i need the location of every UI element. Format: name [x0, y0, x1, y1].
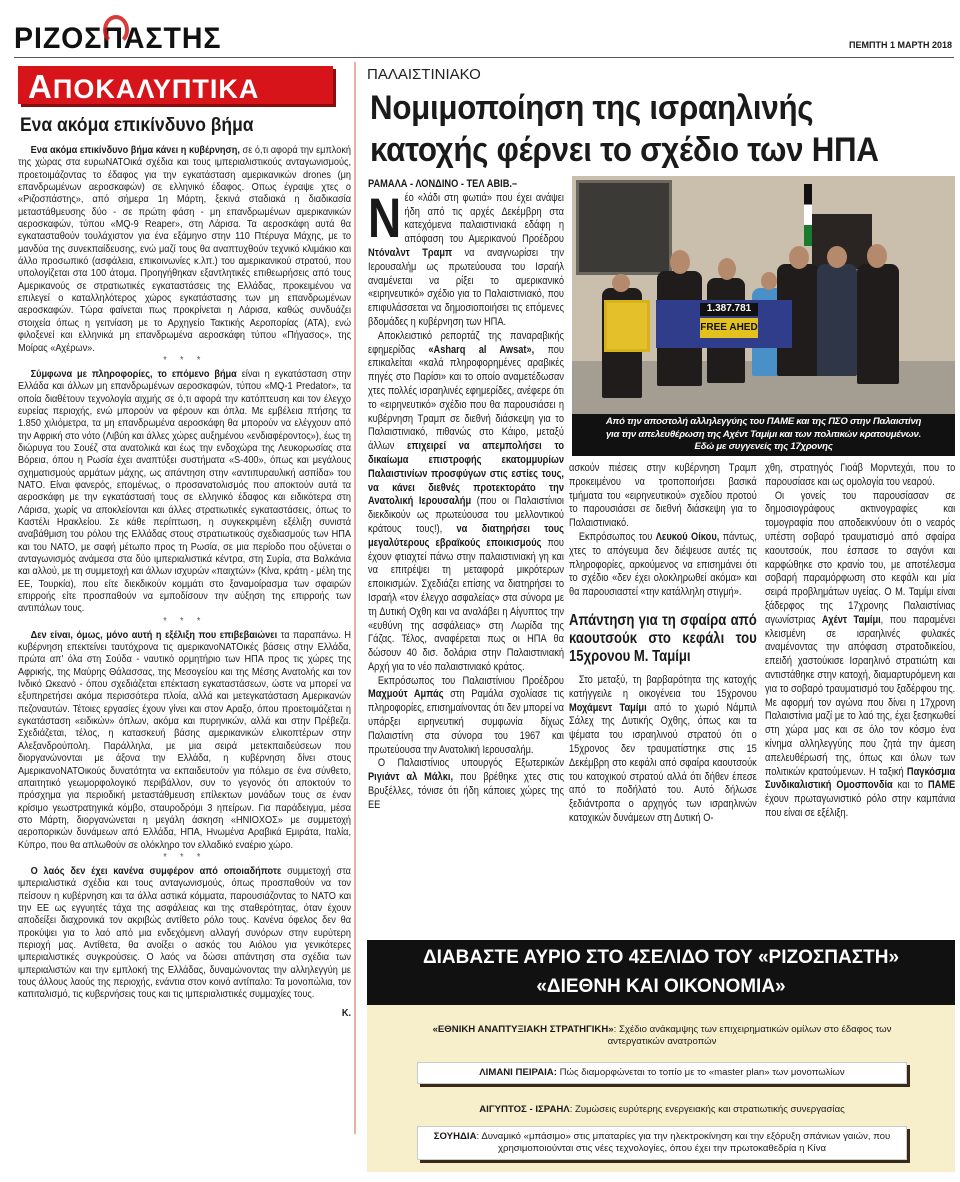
caption-line: Εδώ με συγγενείς της 17χρονης — [694, 441, 833, 452]
promo-item-text: : Ζυμώσεις ευρύτερης ενεργειακής και στρατιωτικής συνεργασίας — [569, 1104, 845, 1115]
promo-subtitle: «ΔΙΕΘΝΗ ΚΑΙ ΟΙΚΟΝΟΜΙΑ» — [536, 976, 786, 997]
left-article-body — [18, 145, 351, 1020]
text: έχουν πρωταγωνιστικό ρόλο στην καμπάνια που είναι σε εξέλιξη. — [765, 793, 956, 819]
promo-title: ΔΙΑΒΑΣΤΕ ΑΥΡΙΟ ΣΤΟ 4ΣΕΛΙΔΟ ΤΟΥ «ΡΙΖΟΣΠΑΣΤΗ» — [422, 947, 900, 968]
paragraph — [368, 675, 564, 758]
text: είναι η εγκατάσταση στην Ελλάδα και άλλων μη επανδρωμένων αεροσκαφών, τύπου «MQ-1 Predator», τα οποία διαθέτουν τεχνολογία αιχμής σε ό,τι αφορά την κατόπτευση και τον έλεγχο ευρείας περιοχής, ενώ μπορούν να φέρουν και όπλα. Με εμβέλεια πτήσης τα 1.850 χιλιόμετρα, τα μη επανδρωμένα αεροσκάφη θα μπορούν να ελέγχουν από την Αφρική στο νότο (Λιβύη και άλλες χώρες αυξημένου «ενδιαφέροντος»), έως τη διώρυγα του Σουέζ στα ανατολικά και έως την ενδοχώρα της Λευκορωσίας στα Βόρεια, όπου η Ρωσία έχει αναπτύξει συστήματα «S-400», όπως και μεγάλους σχηματισμούς αρμάτων μάχης, ως απάντηση στην «αντιπυραυλική ασπίδα» του ΝΑΤΟ. Είναι φανερός, επομένως, ο προσανατολισμός που αποκτούν αυτά τα αεροσκάφη με την εγκατάστασή τους σε ελληνικό έδαφος και ειδικότερα στη Λάρισα, χωρίς να αποκλείονται και άλλες στρατιωτικές εγκαταστάσεις, όπως το Καστέλι Ηρακλείου. Σε κάθε περίπτωση, η συγκεκριμένη εξέλιξη συνιστά αναβάθμιση του ρόλου της Ελλάδας στους στρατιωτικούς σχεδιασμούς των ΗΠΑ και του ΝΑΤΟ, με σαφή μέτωπο προς τη Ρωσία, σε μια περίοδο που οξύνεται ο ανταγωνισμός ανάμεσα στα δύο ιμπεριαλιστικά κέντρα, στη Συρία, στα Βαλκάνια και αλλού, με τη συμμετοχή και άλλων ισχυρών «παιχτών» (Κίνα, κράτη - μέλη της ΕΕ, Τουρκία), που είτε διεκδικούν κομμάτι στο ξαναμοίρασμα των σφαιρών επιρροής είτε προσπαθούν να εμποδίσουν την αύξηση της επιρροής των αντιπάλων τους. — [18, 368, 352, 615]
text: που έχουν φτιαχτεί πάνω στην παλαιστινιακή γη και να επιτρέψει τη μεταφορά μικρότερων εποικισμών. Σχεδιάζει επίσης να διατηρήσει το Ισραήλ «τον έλεγχο ασφαλείας» στα σύνορα με τη Δυτική Οχθη και να αναλάβει η Αίγυπτος την «ευθύνη της ασφάλειας» στη Λωρίδα της Γάζας. Τέλος, αναφέρεται πως οι ΗΠΑ θα δώσουν 40 δισ. δολάρια στην Παλαιστινιακή Αρχή για το νέο παλαιστινιακό κράτος. — [368, 536, 564, 673]
text: από το χωριό Νάμπιλ Σάλεχ της Δυτικής Οχθης, όπως και τα ψέματα του ισραηλινού στρατού ότι ο 15χρονος δεν τραυματίστηκε στις 15 Δεκέμβρη στο κεφάλι από σφαίρα καουτσούκ του κατοχικού στρατού αλλά ότι δήθεν έπεσε από το ποδήλατό του. Αυτό δήλωσε ξεδιάντροπα ο αρχηγός των ισραηλινών κατοχικών δυνάμεων στη Δυτική Ο- — [569, 701, 757, 824]
text: ασκούν πιέσεις στην κυβέρνηση Τραμπ προκειμένου να τροποποιήσει βασικά τμήματα του «ειρηνευτικού» σχεδίου προτού το παρουσιάσει σε διεθνή διάσκεψη για το Παλαιστινιακό. — [569, 462, 757, 530]
main-article-column-2 — [569, 462, 757, 826]
promo-item — [417, 1126, 907, 1160]
promo-header — [367, 940, 955, 1005]
bold-text: Αχέντ Ταμίμι — [821, 613, 881, 626]
paragraph — [569, 674, 757, 826]
text: συμμετοχή στα ιμπεριαλιστικά σχέδια και τους ανταγωνισμούς, όπως προσπαθούν να τον πείσουν η κυβέρνηση και τα άλλα αστικά κόμματα, παρουσιάζοντας το ΝΑΤΟ και την ΕΕ ως εγγυητές τάχα της ασφάλειας και της σταθερότητας, όταν έχουν αποδείξει διαχρονικά τον ακριβώς αντίθετο ρόλο τους. Κανένα όφελος δεν θα προκύψει για το λαό από μια ενδεχόμενη αλλαγή συνόρων στην ευρύτερη περιοχή μας. Αντίθετα, θα ανοίξει ο ασκός του Αιόλου για γενικότερες ιμπεριαλιστικές συγκρούσεις. Ο λαός να δώσει απάντηση στα σχέδια των ιμπεριαλιστών και την εμπλοκή της Ελλάδας, δυναμώνοντας την αλληλεγγύη με τους άλλους λαούς της περιοχής, ενάντια στον κοινό αντίπαλο: Τα μονοπώλια, τον καπιταλισμό, τις κυβερνήσεις τους και τις ιμπεριαλιστικές συμμαχίες τους. — [18, 865, 351, 1001]
paragraph — [18, 866, 351, 1002]
paragraph — [18, 145, 351, 355]
text: πάντως, χτες το απόγευμα δεν διέψευσε αυτές τις πληροφορίες, αρκούμενος να επισημάνει ότι το σχέδιο «δεν έχει ολοκληρωθεί ακόμα» και θα παρουσιαστεί «την κατάλληλη στιγμή». — [569, 530, 757, 599]
palestinian-flag-image — [804, 184, 812, 246]
header-divider — [14, 57, 954, 58]
paragraph — [765, 462, 955, 490]
banner-text: FREE AHED — [700, 318, 758, 338]
paragraph — [18, 369, 351, 616]
promo-item-label: «ΕΘΝΙΚΗ ΑΝΑΠΤΥΞΙΑΚΗ ΣΤΡΑΤΗΓΙΚΗ» — [432, 1024, 614, 1035]
text: Εκπρόσωπος του Παλαιστίνιου Προέδρου — [377, 674, 564, 687]
promo-item — [417, 1062, 907, 1084]
section-label: ΠΑΛΑΙΣΤΙΝΙΑΚΟ — [367, 66, 481, 83]
text: και το — [892, 779, 928, 792]
newspaper-masthead: ΡΙΖΟΣΠΑΣΤΗΣ — [14, 22, 222, 55]
caption-line: για την απελευθέρωση της Αχέντ Ταμίμι και των πολιτικών κρατουμένων. — [605, 428, 922, 440]
promo-item-label: ΑΙΓΥΠΤΟΣ - ΙΣΡΑΗΛ — [479, 1104, 570, 1115]
window-image — [576, 180, 672, 275]
promo-item-text: : Δυναμικό «μπάσιμο» στις μπαταρίες για την ηλεκτροκίνηση και την εξόρυξη σπάνιων γαιών, που χρησιμοποιούνται στις νέες τεχνολογίες, όπου έχει την πρωτοκαθεδρία η Κίνα — [476, 1131, 891, 1154]
text: τα παραπάνω. Η κυβέρνηση επεκτείνει ταυτόχρονα τις αμερικανοΝΑΤΟικές βάσεις στην Ελλάδα, πρώτα απ' όλα στη Σούδα - ναυτικό ορμητήριο των ΗΠΑ προς τις χώρες της Αφρικής, της Μαύρης Θάλασσας, της Μεσογείου και της Μέσης Ανατολής και τον Ινδικό Ωκεανό - όπου σχεδιάζεται επέκταση εγκαταστάσεων, ώστε να μπορεί να εξυπηρετήσει ακόμα περισσότερα πλοία, αλλά και μετεγκατάσταση Αμερικανών πεζοναυτών. Τέτοιες εργασίες έχουν γίνει και στον Αραξο, όπου προετοιμάζεται η εγκατάσταση «ειδικών» όπλων, ακόμα και πυρηνικών, αλλά και στην Πρέβεζα. Σχεδιάζεται, τέλος, η κατασκευή βάσης αμερικανικών ελικοπτέρων στην Αλεξανδρούπολη. Παράλληλα, με μια σειρά μετεκπαιδεύσεων που διοργανώνονται με άξονα την Ελλάδα, η κυβέρνηση δίνει στους ΑμερικανοΝΑΤΟικούς δυνατότητα να εκπαιδευτούν για πόλεμο σε ένα σύνθετο, απαιτητικό γεωμορφολογικό περιβάλλον, συν το γεγονός ότι αποκτούν το πρόσχημα για περιοδική μεταστάθμευση επίλεκτων μονάδων τους σε έναν κρίσιμο γεωστρατηγικά κόμβο, σταυροδρόμι 3 ηπείρων. Για παράδειγμα, μέσα στο Μάρτη, διοργανώνεται η μεγάλη άσκηση «ΗΝΙΟΧΟΣ» με συμμετοχή αεροπορικών δυνάμεων από Ελλάδα, ΗΠΑ, Ηνωμένα Αραβικά Εμιράτα, Ιταλία, Κύπρο, που θα απλωθούν σε ολόκληρο τον ελλαδικό εναέριο χώρο. — [18, 629, 351, 851]
bold-text: Παγκόσμια Συνδικαλιστική Ομοσπονδία — [765, 765, 956, 792]
main-article-column-1 — [368, 178, 564, 813]
promo-item — [417, 1100, 907, 1120]
bold-text: Μαχμούτ Αμπάς — [368, 688, 444, 701]
text: Στο μεταξύ, τη βαρβαρότητα της κατοχής κατήγγειλε η οικογένεια του 15χρονου — [569, 673, 757, 700]
text: που βρέθηκε χτες στις Βρυξέλλες, τόνισε ότι ήδη κάποιες χώρες της ΕΕ — [368, 771, 564, 811]
promo-item — [417, 1020, 907, 1052]
text: (που οι Παλαιστίνιοι διεκδικούν ως πρωτεύουσα του μελλοντικού κράτους τους!), — [368, 495, 564, 535]
paragraph — [765, 490, 955, 821]
article-signature: Κ. — [341, 1007, 351, 1019]
free-ahed-banner — [656, 300, 792, 348]
bold-text: ΠΑΜΕ — [927, 779, 956, 792]
text: Ο Παλαιστίνιος υπουργός Εξωτερικών — [377, 757, 564, 770]
bold-text: Σύμφωνα με πληροφορίες, το επόμενο βήμα — [30, 368, 237, 380]
text: , που παραμένει κλεισμένη σε ισραηλινές φυλακές αναμένοντας την απόφαση στρατοδικείου, επειδή χαστούκισε Ισραηλινό στρατιώτη και αντιστάθηκε στην κατοχή, διαμαρτυρόμενη και για το σοβαρό τραυματισμό του ξαδέρφου της. Με αφορμή τον αγώνα που δίνει η 17χρονη Παλαιστίνια μαζί με το λαό της, έχει ξεσηκωθεί στη χώρα μας και σε όλο τον κόσμο ένα κίνημα αλληλεγγύης που ζητά την άμεση απελευθέρωσή της, όπως και όλων των πολιτικών κρατούμενων. Η ταξική — [765, 613, 956, 778]
caption-line: Από την αποστολή αλληλεγγύης του ΠΑΜΕ και της ΠΣΟ στην Παλαιστίνη — [605, 416, 922, 427]
tomorrow-promo-box — [367, 940, 955, 1172]
bold-text: Δεν είναι, όμως, μόνο αυτή η εξέλιξη που επιβεβαιώνει — [30, 629, 278, 641]
main-headline: Νομιμοποίηση της ισραηλινής κατοχής φέρνει το σχέδιο των ΗΠΑ — [370, 89, 879, 169]
logo-swirl-icon — [103, 15, 129, 45]
bold-text: να διατηρήσει τους μεγαλύτερους εβραϊκούς εποικισμούς — [368, 522, 564, 549]
section-separator: * * * — [163, 615, 206, 627]
bold-text: Ενα ακόμα επικίνδυνο βήμα κάνει η κυβέρνηση, — [30, 145, 240, 156]
promo-item-label: ΛΙΜΑΝΙ ΠΕΙΡΑΙΑ: — [479, 1067, 557, 1078]
text: Αποκλειστικό ρεπορτάζ της παναραβικής εφημερίδας — [368, 329, 564, 356]
bold-text: Λευκού Οίκου, — [655, 530, 720, 543]
bold-text: Ο λαός δεν έχει κανένα συμφέρον από οποιαδήποτε — [30, 865, 282, 877]
text: στη Ραμάλα σχολίασε τις πληροφορίες, επισημαίνοντας ότι δεν μπορεί να υπάρξει ειρηνευτική συμφωνία δίχως Παλαιστίνη στα σύνορα του 1967 και πρωτεύουσα την Ανατολική Ιερουσαλήμ. — [368, 688, 564, 756]
promo-item-text: Πώς διαμορφώνεται το τοπίο με το «master plan» των μονοπωλίων — [556, 1067, 845, 1078]
text: Οι γονείς του παρουσίασαν σε δημοσιογράφους ακτινογραφίες και τομογραφία που αποδεικνύουν ότι ο νεαρός υπέστη σοβαρό τραυματισμό από σφαίρα καουτσούκ, που έσπασε το σαγόνι και καρφώθηκε στο κρανίο του, με αποτέλεσμα σοβαρή παραμόρφωση στο κεφάλι και μία σειρά προβλημάτων υγείας. Ο Μ. Ταμίμι είναι ξάδερφος της 17χρονης Παλαιστίνιας αγωνίστριας — [765, 489, 956, 626]
bold-text: Ντόναλντ Τραμπ — [368, 246, 453, 259]
bold-text: Ριγιάντ αλ Μάλκι, — [368, 771, 454, 784]
bold-text: επιχειρεί να απεμπολήσει το δικαίωμα επιστροφής εκατομμυρίων Παλαιστινίων προσφύγων στις εστίες τους, να κάνει διεθνές προτεκτοράτο την Ανατολική Ιερουσαλήμ — [368, 440, 564, 508]
text: χθη, στρατηγός Γιοάβ Μορντεχάι, που το παρουσίασε και ως ομολογία του νεαρού. — [765, 462, 956, 488]
bold-text: Μοχάμεντ Ταμίμι — [569, 701, 647, 714]
paragraph — [569, 462, 757, 531]
promo-item-text: : Σχέδιο ανάκαμψης των επιχειρηματικών ομίλων στο έδαφος των αντεργατικών ανατροπών — [607, 1024, 892, 1047]
text: σε ό,τι αφορά την εμπλοκή της χώρας στα ευρωΝΑΤΟικά σχέδια και τους ιμπεριαλιστικούς ανταγωνισμούς, προετοιμάζοντας το έδαφος για την εγκατάσταση αμερικανικών drones (μη επανδρωμένων αεροσκαφών) σε ελληνικό έδαφος. Οπως έγραψε χτες ο «Ριζοσπάστης», από σήμερα 1η Μάρτη, ξεκινά σταδιακά η διαδικασία μεταστάθμευσης δύο - σε πρώτη φάση - μη επανδρωμένων αμερικανικών αεροσκαφών, τύπου «MQ-9 Reaper», στη Λάρισα. Τα αεροσκάφη αυτά θα εγκατασταθούν τουλάχιστον για ένα εξάμηνο στην 110 Πτέρυγα Μάχης, με το μανδύα της συνεκπαίδευσης, ενώ μαζί τους θα αναπτυχθούν τεχνικό κλιμάκιο και άλλο προσωπικό (ασφάλεια, επικοινωνίες κ.λπ.) του αμερικανικού στρατού, που υπολογίζεται στα 100 άτομα. Προηγήθηκαν εξαντλητικές επιθεωρήσεις από τους Αμερικανούς σε στρατιωτικές εγκαταστάσεις της Ελλάδας, προκειμένου να επιλεγεί ο καταλληλότερος χώρος εγκατάστασης των μη επανδρωμένων αεροσκαφών. Τώρα φαίνεται πως προκρίνεται η Λάρισα, καθώς συνδυάζει στοιχεία όπως η γειτνίαση με το Αρχηγείο Τακτικής Αεροπορίας (ΑΤΑ), ενώ φιλοξενεί και ελληνικά μη επανδρωμένα αεροσκάφη τύπου «Πήγασος», της Μοίρας «Αχέρων». — [18, 145, 352, 354]
text: που επικαλείται «καλά πληροφορημένες αραβικές πηγές στο Παρίσι» και το οποίο αναμετέδωσαν χτες πολλές ισραηλινές εφημερίδες, ανέφερε ότι το «ειρηνευτικό» σχέδιο που θα παρουσιάσει η κυβέρνηση Τραμπ σε διεθνή διάσκεψη για το Παλαιστινιακό, πιθανώς στο Κάιρο, μεταξύ άλλων — [368, 343, 564, 453]
paragraph — [18, 630, 351, 852]
issue-date: ΠΕΜΠΤΗ 1 ΜΑΡΤΗ 2018 — [848, 40, 952, 50]
text: Εκπρόσωπος του — [578, 530, 656, 543]
photo-caption — [572, 414, 955, 456]
left-article-title: Ενα ακόμα επικίνδυνο βήμα — [20, 115, 254, 136]
drop-cap: Ν — [368, 185, 402, 249]
bold-text: «Asharq al Awsat», — [428, 343, 535, 356]
news-photo — [572, 176, 955, 414]
text: να αναγνωρίσει την Ιερουσαλήμ ως πρωτεύουσα του Ισραήλ αναμένεται να ρίξει το αμερικανικό «ειρηνευτικό» σχέδιο για το Παλαιστινιακό, που επιφυλάσσεται να δημοσιοποιήσει τις επόμενες βδομάδες η κυβέρνηση των ΗΠΑ. — [368, 246, 564, 328]
column-divider — [354, 62, 356, 1134]
main-article-column-3 — [765, 462, 955, 821]
paragraph — [368, 757, 564, 812]
paragraph — [368, 330, 564, 675]
banner-number: 1.387.781 — [700, 303, 758, 316]
kicker-text: ΠΟΚΑΛΥΠΤΙΚΑ — [52, 74, 260, 104]
column-kicker — [18, 66, 333, 104]
text: έο «λάδι στη φωτιά» που έχει ανάψει ήδη από τις αρχές Δεκέμβρη στα κατεχόμενα παλαιστινιακά εδάφη η απόφαση του Αμερικανού Προέδρου — [404, 191, 564, 246]
paragraph — [569, 531, 757, 600]
kicker-initial: Α — [28, 68, 53, 105]
section-separator: * * * — [163, 354, 206, 366]
promo-item-label: ΣΟΥΗΔΙΑ — [433, 1131, 477, 1142]
subheading: Απάντηση για τη σφαίρα από καουτσούκ στο κεφάλι του 15χρονου Μ. Ταμίμι — [569, 611, 757, 665]
poster-image — [604, 300, 650, 352]
section-separator: * * * — [163, 851, 206, 863]
dateline: ΡΑΜΑΛΑ - ΛΟΝΔΙΝΟ - ΤΕΛ ΑΒΙΒ.– — [368, 178, 518, 190]
